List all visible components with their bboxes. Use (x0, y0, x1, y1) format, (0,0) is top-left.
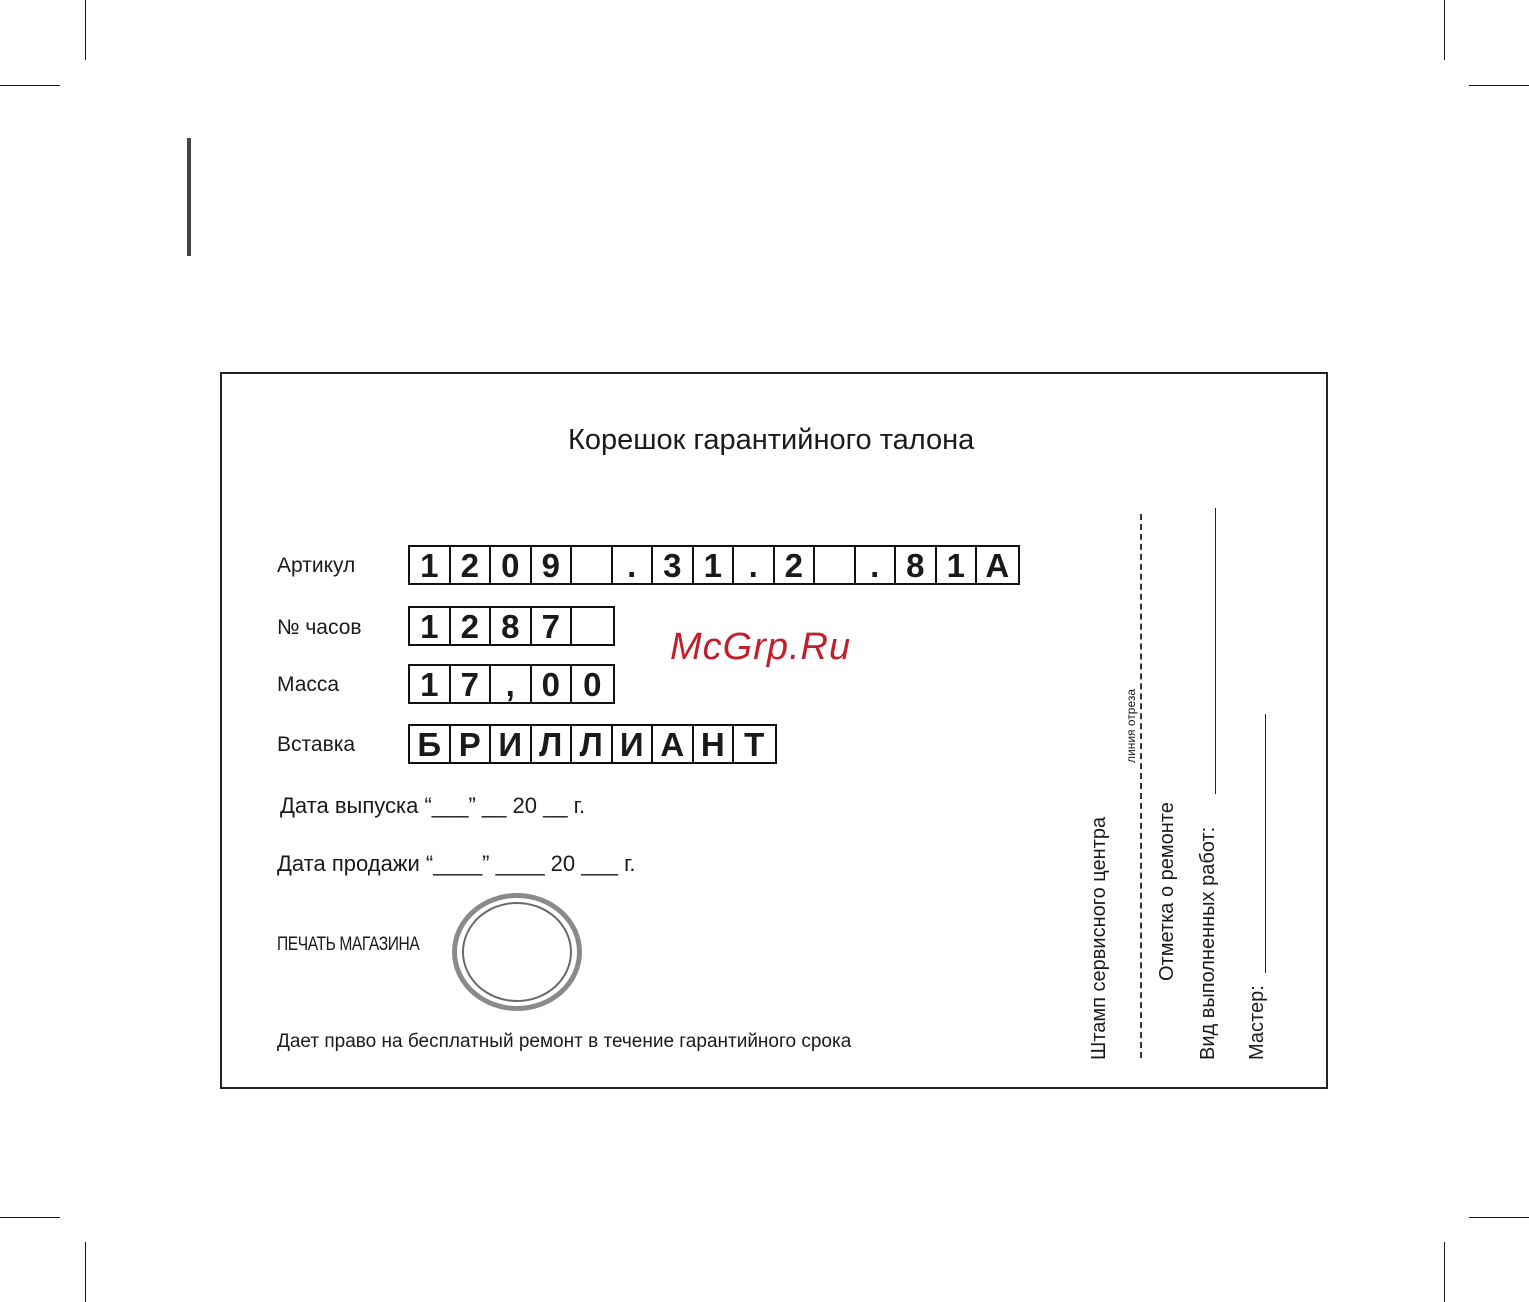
insert-cell: И (613, 726, 654, 762)
article-cell: 2 (451, 547, 492, 583)
article-cell: 1 (937, 547, 978, 583)
sale-date-line: Дата продажи “____” ____ 20 ___ г. (277, 851, 636, 876)
hours-label: № часов (277, 616, 362, 639)
crop-mark (0, 85, 60, 86)
insert-cell: И (491, 726, 532, 762)
article-cell: 8 (896, 547, 937, 583)
article-cell: 3 (653, 547, 694, 583)
article-cell: 9 (532, 547, 573, 583)
hours-cell: 2 (451, 608, 492, 644)
insert-cell: Л (572, 726, 613, 762)
article-cell (572, 547, 613, 583)
hours-cell: 7 (532, 608, 573, 644)
article-cells (408, 545, 1020, 585)
hours-cells (408, 606, 615, 646)
rights-text: Дает право на бесплатный ремонт в течение гарантийного срока (277, 1031, 852, 1052)
release-date-line: Дата выпуска “___” __ 20 __ г. (280, 793, 586, 818)
insert-cell: А (653, 726, 694, 762)
store-stamp-label: ПЕЧАТЬ МАГАЗИНА (277, 934, 420, 955)
page-title: Корешок гарантийного талона (568, 424, 975, 456)
crop-mark (1444, 0, 1445, 60)
mass-cell: 7 (451, 666, 492, 702)
crop-mark (1469, 1217, 1529, 1218)
crop-mark (1444, 1242, 1445, 1302)
crop-mark (1469, 85, 1529, 86)
crop-mark (85, 0, 86, 60)
article-cell: 1 (410, 547, 451, 583)
mass-cell: 0 (532, 666, 573, 702)
hours-cell (572, 608, 613, 644)
service-stamp-label: Штамп сервисного центра (1088, 816, 1110, 1060)
mass-cell: 0 (583, 665, 602, 703)
crop-mark (85, 1242, 86, 1302)
hours-cell: 8 (491, 608, 532, 644)
insert-cell: Б (410, 726, 451, 762)
article-cell: . (613, 547, 654, 583)
article-cell: . (734, 547, 775, 583)
article-cell: . (856, 547, 897, 583)
insert-cell: Р (451, 726, 492, 762)
mass-cell: , (491, 666, 532, 702)
stamp-circle-inner (462, 902, 572, 1002)
mass-cell: 1 (410, 666, 451, 702)
insert-cell: Л (532, 726, 573, 762)
insert-cell: Т (744, 725, 765, 763)
cut-line (1140, 514, 1142, 1058)
master-label: Мастер: (1246, 985, 1268, 1060)
hours-cell: 1 (410, 608, 451, 644)
article-label: Артикул (277, 554, 356, 577)
mass-label: Масса (277, 673, 340, 696)
crop-mark (0, 1217, 60, 1218)
insert-cell: Н (694, 726, 735, 762)
cut-line-label: линия отреза (1124, 688, 1138, 763)
article-cell: 2 (775, 547, 816, 583)
work-type-label: Вид выполненных работ: (1197, 826, 1219, 1060)
master-line (1265, 714, 1266, 973)
watermark: McGrp.Ru (670, 626, 852, 668)
article-cell: 0 (491, 547, 532, 583)
work-type-line (1215, 508, 1216, 794)
insert-label: Вставка (277, 733, 356, 756)
article-cell: А (985, 546, 1010, 584)
article-cell (815, 547, 856, 583)
article-cell: 1 (694, 547, 735, 583)
mass-cells (408, 664, 615, 704)
insert-cells (408, 724, 777, 764)
margin-bar (187, 138, 191, 256)
repair-note-label: Отметка о ремонте (1156, 802, 1178, 981)
